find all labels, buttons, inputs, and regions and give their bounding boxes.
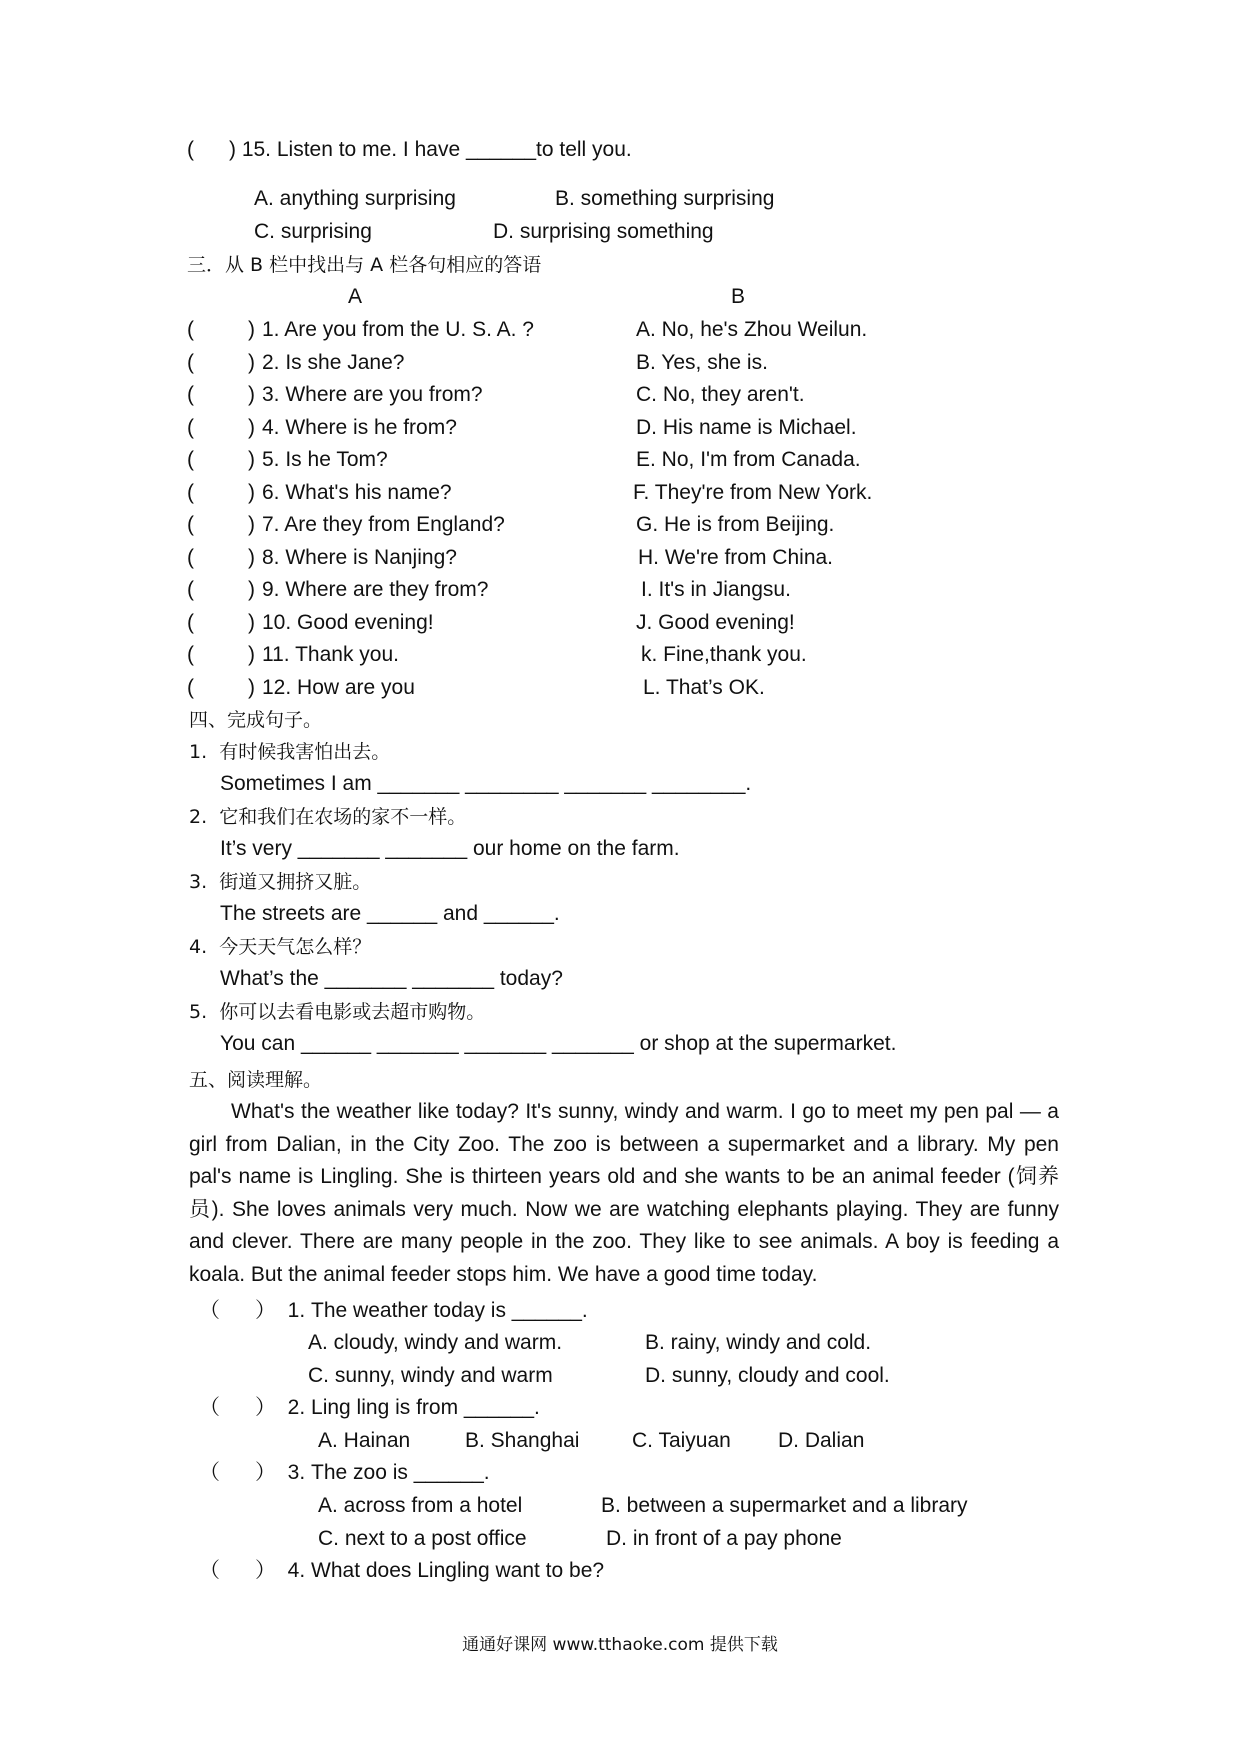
column-a-item: 5. Is he Tom? — [262, 448, 388, 471]
q15-option-a: A. anything surprising — [254, 187, 456, 210]
answer-paren-close: ) — [248, 383, 255, 406]
sentence-fill-blank: Sometimes I am _______ ________ _______ ________. — [220, 772, 752, 795]
q1-stem: （ ） 1. The weather today is ______. — [199, 1299, 588, 1322]
q1-option-a: A. cloudy, windy and warm. — [308, 1331, 563, 1354]
sentence-fill-blank: The streets are ______ and ______. — [220, 902, 560, 925]
sentence-prompt-cn: 5. 你可以去看电影或去超市购物。 — [189, 1001, 486, 1023]
q15-option-c: C. surprising — [254, 220, 372, 243]
section-3-title: 三．从 B 栏中找出与 A 栏各句相应的答语 — [187, 254, 542, 276]
answer-paren-close: ) — [248, 513, 255, 536]
answer-paren-open: ( — [187, 383, 194, 406]
q2-stem: （ ） 2. Ling ling is from ______. — [199, 1396, 540, 1419]
answer-paren-close: ) — [248, 448, 255, 471]
answer-paren-close: ) — [248, 481, 255, 504]
q3-option-c: C. next to a post office — [318, 1527, 527, 1550]
column-b-item: L. That’s OK. — [643, 676, 765, 699]
answer-paren-close: ) — [248, 351, 255, 374]
column-b-item: F. They're from New York. — [633, 481, 873, 504]
answer-paren-open: ( — [187, 351, 194, 374]
sentence-prompt-cn: 2. 它和我们在农场的家不一样。 — [189, 806, 467, 828]
q3-option-a: A. across from a hotel — [318, 1494, 523, 1517]
column-a-item: 10. Good evening! — [262, 611, 434, 634]
column-b-item: E. No, I'm from Canada. — [636, 448, 861, 471]
column-b-item: G. He is from Beijing. — [636, 513, 835, 536]
q2-option-b: B. Shanghai — [465, 1429, 580, 1452]
column-a-item: 1. Are you from the U. S. A. ? — [262, 318, 534, 341]
column-a-item: 11. Thank you. — [262, 643, 399, 666]
reading-passage: What's the weather like today? It's sunny, windy and warm. I go to meet my pen pal — a girl from Dalian, in the City Zoo. The zoo is between a supermarket and a library. My pen pal's name is Lingling. She is thirteen years old and she wants to be an animal feeder (饲养员). She loves animals very much. Now we are watching elephants playing. They are funny and clever. There are many people in the zoo. They like to see animals. A boy is feeding a koala. But the animal feeder stops him. We have a good time today. — [189, 1100, 1059, 1286]
column-b-item: D. His name is Michael. — [636, 416, 857, 439]
answer-paren-close: ) — [248, 546, 255, 569]
answer-paren-close: ) — [248, 643, 255, 666]
column-a-item: 7. Are they from England? — [262, 513, 505, 536]
answer-paren-open: ( — [187, 416, 194, 439]
q1-option-c: C. sunny, windy and warm — [308, 1364, 553, 1387]
column-a-item: 9. Where are they from? — [262, 578, 489, 601]
answer-paren-open: ( — [187, 318, 194, 341]
column-b-header: B — [731, 285, 746, 308]
column-b-item: H. We're from China. — [638, 546, 834, 569]
answer-paren-open: ( — [187, 611, 194, 634]
section-4-title: 四、完成句子。 — [189, 709, 323, 731]
q2-option-a: A. Hainan — [318, 1429, 411, 1452]
column-b-item: k. Fine,thank you. — [641, 643, 807, 666]
answer-paren-close: ) — [248, 611, 255, 634]
column-a-header: A — [348, 285, 363, 308]
column-b-item: J. Good evening! — [636, 611, 795, 634]
answer-paren-open: ( — [187, 448, 194, 471]
answer-paren-open: ( — [187, 676, 194, 699]
answer-paren-open: ( — [187, 643, 194, 666]
q15-stem: ( ) 15. Listen to me. I have ______to tell you. — [187, 138, 632, 161]
sentence-prompt-cn: 3. 街道又拥挤又脏。 — [189, 871, 372, 893]
answer-paren-close: ) — [248, 318, 255, 341]
answer-paren-open: ( — [187, 481, 194, 504]
q2-option-c: C. Taiyuan — [632, 1429, 731, 1452]
section-5-title: 五、阅读理解。 — [189, 1069, 323, 1091]
column-b-item: I. It's in Jiangsu. — [641, 578, 791, 601]
answer-paren-close: ) — [248, 416, 255, 439]
q3-stem: （ ） 3. The zoo is ______. — [199, 1461, 490, 1484]
answer-paren-open: ( — [187, 546, 194, 569]
q2-option-d: D. Dalian — [778, 1429, 865, 1452]
sentence-fill-blank: You can ______ _______ _______ _______ or shop at the supermarket. — [220, 1032, 897, 1055]
sentence-fill-blank: It’s very _______ _______ our home on the farm. — [220, 837, 680, 860]
column-a-item: 3. Where are you from? — [262, 383, 483, 406]
q1-option-d: D. sunny, cloudy and cool. — [645, 1364, 890, 1387]
sentence-fill-blank: What’s the _______ _______ today? — [220, 967, 563, 990]
q15-option-d: D. surprising something — [493, 220, 714, 243]
column-b-item: A. No, he's Zhou Weilun. — [636, 318, 868, 341]
column-a-item: 6. What's his name? — [262, 481, 452, 504]
column-b-item: B. Yes, she is. — [636, 351, 768, 374]
column-a-item: 2. Is she Jane? — [262, 351, 405, 374]
answer-paren-close: ) — [248, 676, 255, 699]
column-a-item: 12. How are you — [262, 676, 415, 699]
q3-option-d: D. in front of a pay phone — [606, 1527, 842, 1550]
answer-paren-open: ( — [187, 578, 194, 601]
q1-option-b: B. rainy, windy and cold. — [645, 1331, 872, 1354]
sentence-prompt-cn: 4. 今天天气怎么样？ — [189, 936, 372, 958]
page-footer: 通通好课网 www.tthaoke.com 提供下载 — [462, 1635, 778, 1655]
answer-paren-close: ) — [248, 578, 255, 601]
column-a-item: 8. Where is Nanjing? — [262, 546, 457, 569]
sentence-prompt-cn: 1. 有时候我害怕出去。 — [189, 741, 391, 763]
column-b-item: C. No, they aren't. — [636, 383, 805, 406]
q4-stem: （ ） 4. What does Lingling want to be? — [199, 1559, 605, 1582]
q3-option-b: B. between a supermarket and a library — [601, 1494, 968, 1517]
answer-paren-open: ( — [187, 513, 194, 536]
column-a-item: 4. Where is he from? — [262, 416, 457, 439]
q15-option-b: B. something surprising — [555, 187, 775, 210]
